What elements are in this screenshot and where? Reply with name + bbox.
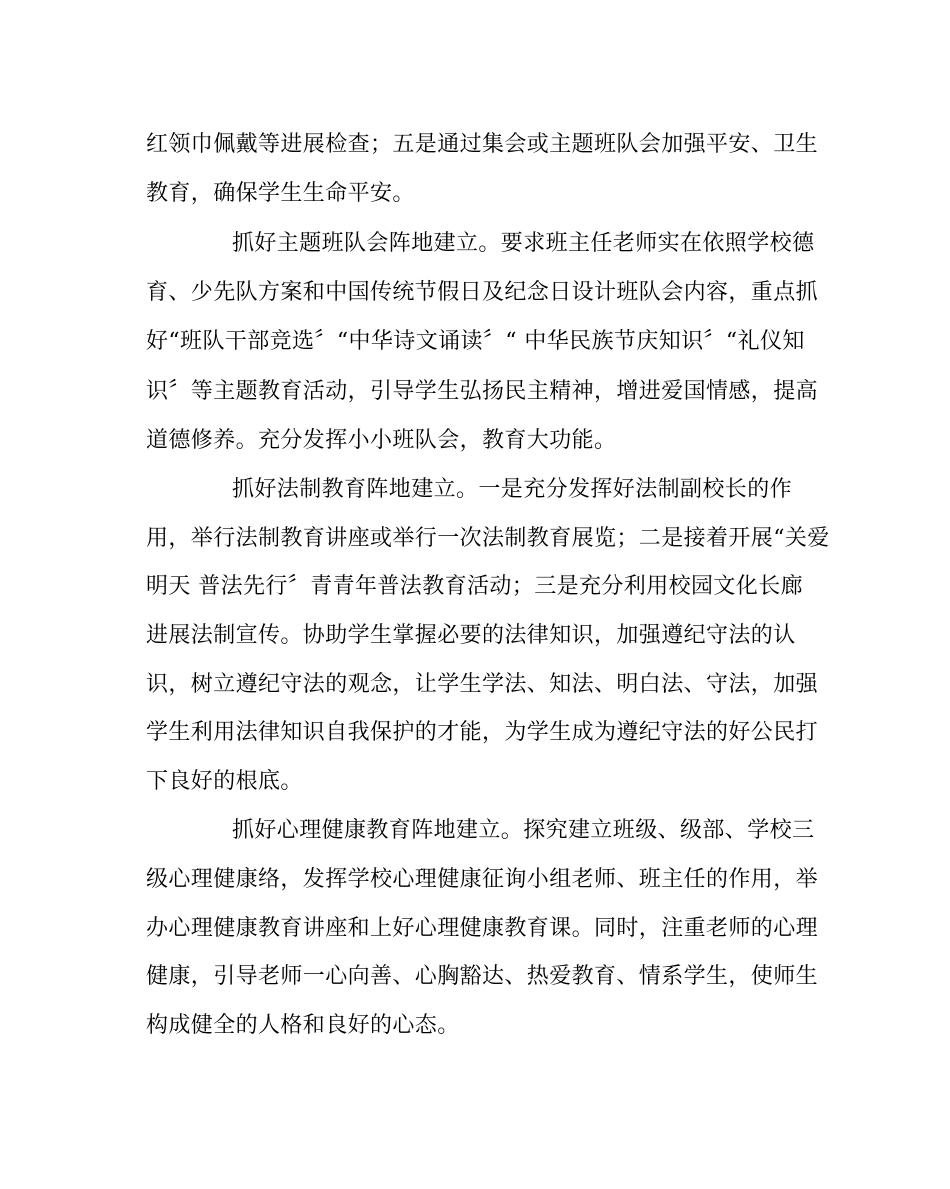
text-line: 办心理健康教育讲座和上好心理健康教育课。同时，注重老师的心理 [146, 916, 819, 941]
text-line: 道德修养。充分发挥小小班队会，教育大功能。 [146, 428, 617, 453]
text-line: 用，举行法制教育讲座或举行一次法制教育展览；二是接着开展“关爱 [146, 526, 830, 551]
paragraph-start-line: 抓好主题班队会阵地建立。要求班主任老师实在依照学校德 [232, 231, 815, 256]
text-line: 明天 普法先行〞青青年普法教育活动；三是充分利用校园文化长廊 [146, 574, 803, 599]
paragraph-start-line: 抓好法制教育阵地建立。一是充分发挥好法制副校长的作 [232, 477, 793, 502]
text-line: 构成健全的人格和良好的心态。 [146, 1013, 460, 1038]
text-line: 学生利用法律知识自我保护的才能，为学生成为遵纪守法的好公民打 [146, 720, 819, 745]
text-line: 下良好的根底。 [146, 769, 303, 794]
text-line: 识，树立遵纪守法的观念，让学生学法、知法、明白法、守法，加强 [146, 672, 819, 697]
text-line: 红领巾佩戴等进展检查；五是通过集会或主题班队会加强平安、卫生 [146, 132, 819, 157]
text-line: 级心理健康络，发挥学校心理健康征询小组老师、班主任的作用，举 [146, 867, 819, 892]
text-line: 教育，确保学生生命平安。 [146, 181, 415, 206]
text-line: 健康，引导老师一心向善、心胸豁达、热爱教育、情系学生，使师生 [146, 964, 819, 989]
text-line: 识〞等主题教育活动，引导学生弘扬民主精神，增进爱国情感，提高 [146, 379, 819, 404]
text-line: 进展法制宣传。协助学生掌握必要的法律知识，加强遵纪守法的认 [146, 623, 796, 648]
text-line: 好“班队干部竞选〞“中华诗文诵读〞“ 中华民族节庆知识〞“礼仪知 [146, 329, 805, 354]
paragraph-start-line: 抓好心理健康教育阵地建立。探究建立班级、级部、学校三 [232, 818, 815, 843]
text-line: 育、少先队方案和中国传统节假日及纪念日设计班队会内容，重点抓 [146, 280, 819, 305]
